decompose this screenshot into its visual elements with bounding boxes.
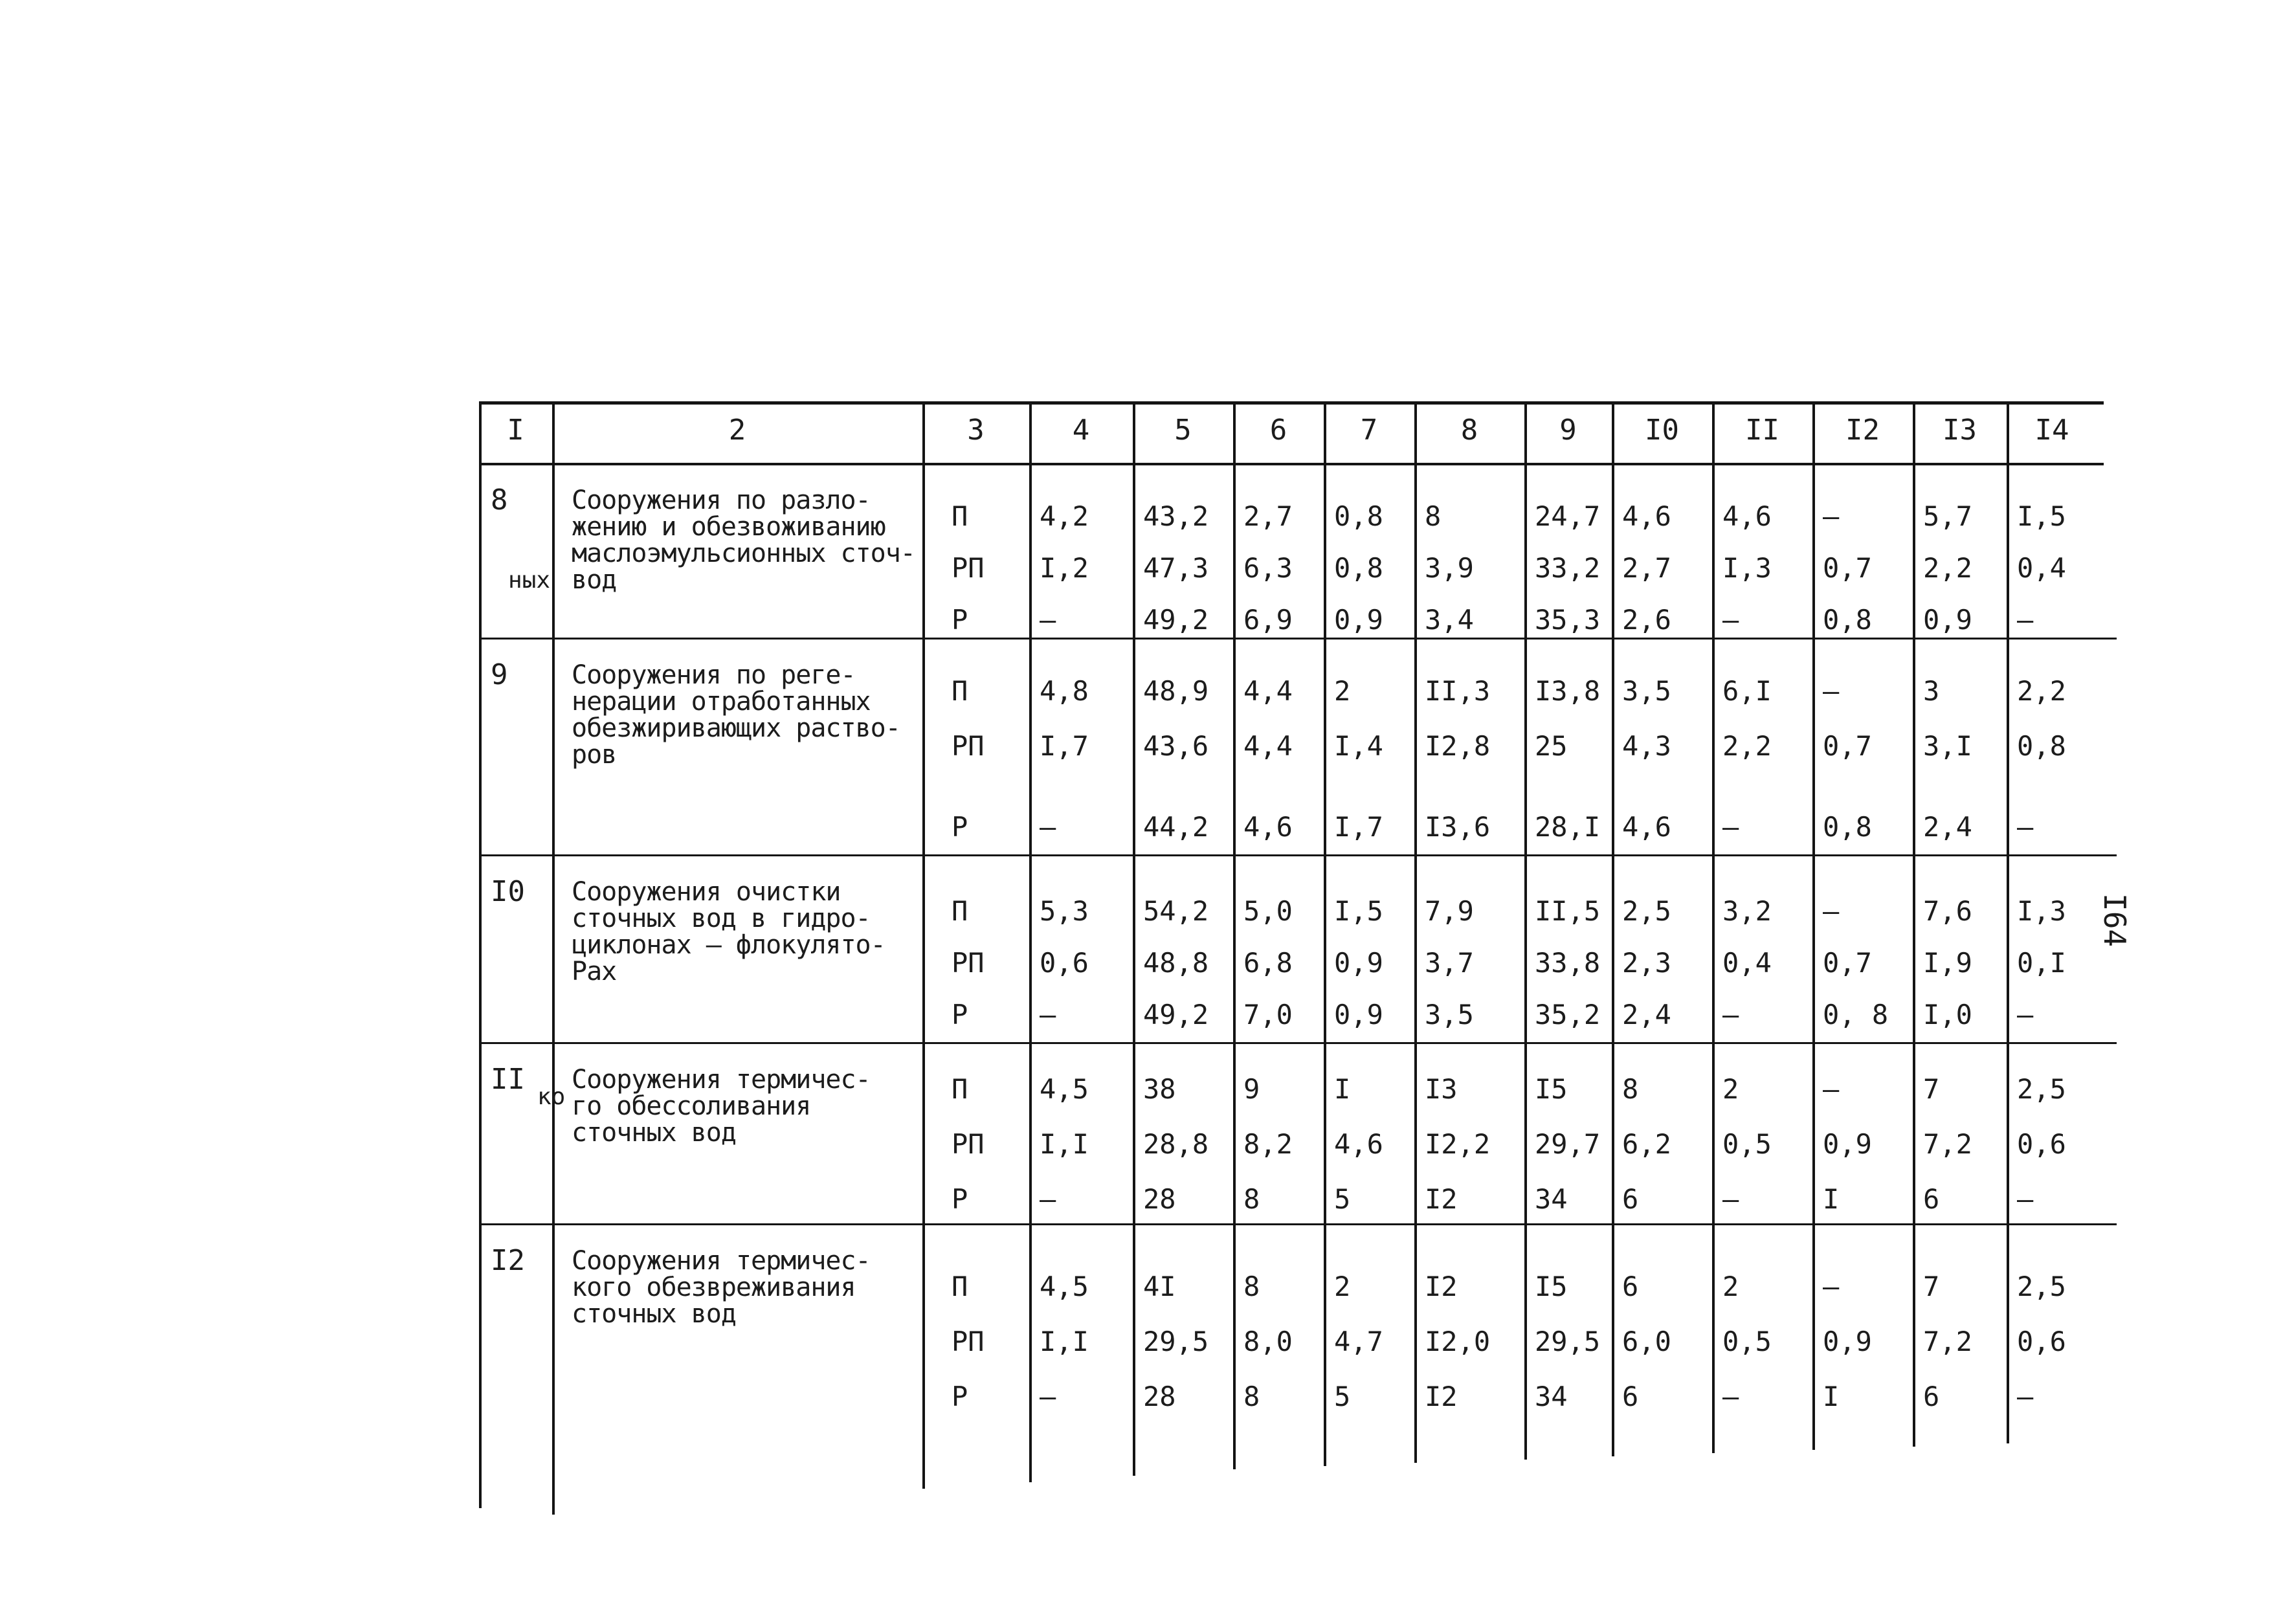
sub-row-label: П <box>952 1271 968 1302</box>
table-cell-value: 3 <box>1923 675 1940 707</box>
table-cell-value: – <box>1722 604 1739 636</box>
table-cell-value: 8 <box>1243 1381 1260 1412</box>
column-rule <box>922 401 925 1489</box>
table-cell-value: 0,8 <box>1334 552 1383 584</box>
table-cell-value: 6,I <box>1722 675 1772 707</box>
table-cell-value: 2,2 <box>2017 675 2066 707</box>
table-cell-value: I2,0 <box>1425 1326 1491 1357</box>
table-cell-value: 33,8 <box>1535 947 1601 979</box>
table-cell-value: – <box>1823 1073 1840 1105</box>
table-cell-value: 29,7 <box>1535 1128 1601 1160</box>
table-cell-value: 54,2 <box>1143 895 1209 927</box>
table-cell-value: I,0 <box>1923 999 1972 1030</box>
table-cell-value: 6 <box>1923 1381 1940 1412</box>
table-cell-value: 2 <box>1334 1271 1351 1302</box>
column-header: I2 <box>1845 414 1880 447</box>
table-cell-value: 0,8 <box>1334 500 1383 532</box>
table-cell-value: 6 <box>1622 1183 1639 1215</box>
table-cell-value: 4,4 <box>1243 675 1293 707</box>
sub-row-label: РП <box>952 552 985 584</box>
column-rule <box>1524 401 1527 1460</box>
table-cell-value: 0,8 <box>1823 604 1872 636</box>
table-cell-value: 0, 8 <box>1823 999 1889 1030</box>
table-cell-value: 38 <box>1143 1073 1176 1105</box>
table-cell-value: – <box>1722 999 1739 1030</box>
table-cell-value: 3,9 <box>1425 552 1474 584</box>
table-cell-value: 6,3 <box>1243 552 1293 584</box>
row-description-line: Сооружения термичес- <box>572 1065 871 1095</box>
table-cell-value: 2,5 <box>2017 1271 2066 1302</box>
column-rule <box>479 401 482 1508</box>
table-cell-value: – <box>1823 1271 1840 1302</box>
table-cell-value: 7,2 <box>1923 1128 1972 1160</box>
table-cell-value: II,5 <box>1535 895 1601 927</box>
row-description-line: сточных вод <box>572 1118 736 1148</box>
table-cell-value: I5 <box>1535 1271 1568 1302</box>
table-cell-value: – <box>1722 811 1739 843</box>
table-cell-value: 7,6 <box>1923 895 1972 927</box>
row-separator-rule <box>479 1223 2117 1225</box>
column-header: II <box>1745 414 1779 447</box>
row-description-line: Сооружения очистки <box>572 877 841 907</box>
table-cell-value: 34 <box>1535 1381 1568 1412</box>
column-rule <box>2007 401 2009 1443</box>
header-bottom-rule <box>479 463 2104 465</box>
table-cell-value: 8 <box>1243 1271 1260 1302</box>
row-description-line: Сооружения по разло- <box>572 485 871 515</box>
table-cell-value: – <box>1823 895 1840 927</box>
table-cell-value: – <box>2017 1381 2034 1412</box>
sub-row-label: Р <box>952 999 968 1030</box>
table-cell-value: I,I <box>1040 1128 1089 1160</box>
sub-row-label: Р <box>952 1381 968 1412</box>
row-separator-rule <box>479 854 2117 856</box>
row-description-line: Рах <box>572 957 617 986</box>
sub-row-label: П <box>952 1073 968 1105</box>
table-cell-value: 2,2 <box>1722 730 1772 762</box>
table-cell-value: 0,7 <box>1823 552 1872 584</box>
row-description-line: жению и обезвоживанию <box>572 512 885 542</box>
table-cell-value: – <box>1722 1183 1739 1215</box>
table-cell-value: 3,2 <box>1722 895 1772 927</box>
row-description-line: нерации отработанных <box>572 687 871 717</box>
table-cell-value: 0,9 <box>1823 1326 1872 1357</box>
row-margin-fragment: ко <box>537 1084 566 1110</box>
table-cell-value: 0,9 <box>1334 999 1383 1030</box>
sub-row-label: РП <box>952 1128 985 1160</box>
table-cell-value: 3,I <box>1923 730 1972 762</box>
table-cell-value: II,3 <box>1425 675 1491 707</box>
table-cell-value: I <box>1823 1381 1840 1412</box>
table-cell-value: 0,9 <box>1334 604 1383 636</box>
column-rule <box>1414 401 1417 1463</box>
sub-row-label: П <box>952 500 968 532</box>
table-cell-value: 28,8 <box>1143 1128 1209 1160</box>
column-rule <box>1029 401 1032 1482</box>
table-cell-value: 8 <box>1622 1073 1639 1105</box>
column-header: 4 <box>1072 414 1090 447</box>
row-description-line: вод <box>572 565 617 595</box>
table-cell-value: 8,2 <box>1243 1128 1293 1160</box>
table-cell-value: 5 <box>1334 1381 1351 1412</box>
column-rule <box>1812 401 1815 1450</box>
table-cell-value: 3,7 <box>1425 947 1474 979</box>
table-cell-value: 7 <box>1923 1271 1940 1302</box>
table-cell-value: – <box>1823 675 1840 707</box>
table-cell-value: I3 <box>1425 1073 1458 1105</box>
table-cell-value: 3,4 <box>1425 604 1474 636</box>
column-header: 9 <box>1559 414 1577 447</box>
table-cell-value: 2 <box>1722 1271 1739 1302</box>
table-cell-value: 43,2 <box>1143 500 1209 532</box>
column-header: I4 <box>2034 414 2069 447</box>
table-cell-value: 0,4 <box>1722 947 1772 979</box>
row-description-line: обезжиривающих раство- <box>572 713 900 743</box>
table-cell-value: I2,8 <box>1425 730 1491 762</box>
table-cell-value: – <box>1040 1183 1056 1215</box>
table-cell-value: – <box>1040 1381 1056 1412</box>
table-cell-value: 5,3 <box>1040 895 1089 927</box>
table-cell-value: 4,6 <box>1243 811 1293 843</box>
sub-row-label: РП <box>952 730 985 762</box>
table-cell-value: 4,2 <box>1040 500 1089 532</box>
table-cell-value: 0,9 <box>1923 604 1972 636</box>
table-cell-value: 4,5 <box>1040 1073 1089 1105</box>
table-cell-value: I3,6 <box>1425 811 1491 843</box>
table-cell-value: 5 <box>1334 1183 1351 1215</box>
table-cell-value: I,4 <box>1334 730 1383 762</box>
table-cell-value: 6 <box>1923 1183 1940 1215</box>
table-cell-value: 0,8 <box>1823 811 1872 843</box>
table-cell-value: 0,5 <box>1722 1128 1772 1160</box>
table-cell-value: 48,8 <box>1143 947 1209 979</box>
table-cell-value: 0,6 <box>2017 1326 2066 1357</box>
table-top-rule <box>479 401 2104 405</box>
table-cell-value: 7,0 <box>1243 999 1293 1030</box>
column-rule <box>1612 401 1614 1456</box>
table-cell-value: I2 <box>1425 1381 1458 1412</box>
table-cell-value: 28,I <box>1535 811 1601 843</box>
table-cell-value: I3,8 <box>1535 675 1601 707</box>
table-cell-value: 0,7 <box>1823 730 1872 762</box>
table-cell-value: 7,2 <box>1923 1326 1972 1357</box>
table-cell-value: – <box>1722 1381 1739 1412</box>
row-separator-rule <box>479 1042 2117 1044</box>
table-cell-value: 4,3 <box>1622 730 1671 762</box>
table-cell-value: I <box>1334 1073 1351 1105</box>
table-cell-value: 6,0 <box>1622 1326 1671 1357</box>
table-cell-value: I2,2 <box>1425 1128 1491 1160</box>
column-header: 2 <box>728 414 746 447</box>
table-cell-value: 4,7 <box>1334 1326 1383 1357</box>
table-cell-value: 2,4 <box>1923 811 1972 843</box>
table-cell-value: 7 <box>1923 1073 1940 1105</box>
table-cell-value: 6,9 <box>1243 604 1293 636</box>
table-cell-value: 0,9 <box>1823 1128 1872 1160</box>
table-cell-value: 44,2 <box>1143 811 1209 843</box>
column-header: 5 <box>1174 414 1192 447</box>
row-number: I0 <box>491 875 525 908</box>
row-number: 9 <box>491 658 508 691</box>
table-cell-value: 49,2 <box>1143 604 1209 636</box>
column-header: 3 <box>967 414 985 447</box>
table-cell-value: I,2 <box>1040 552 1089 584</box>
row-number: 8 <box>491 484 508 517</box>
table-cell-value: 6 <box>1622 1381 1639 1412</box>
column-rule <box>1233 401 1236 1469</box>
table-cell-value: I2 <box>1425 1183 1458 1215</box>
table-cell-value: I,5 <box>1334 895 1383 927</box>
table-cell-value: I2 <box>1425 1271 1458 1302</box>
column-rule <box>1324 401 1326 1466</box>
table-cell-value: 25 <box>1535 730 1568 762</box>
row-description-line: сточных вод <box>572 1299 736 1329</box>
table-cell-value: 2 <box>1722 1073 1739 1105</box>
column-header: I3 <box>1943 414 1977 447</box>
table-cell-value: 24,7 <box>1535 500 1601 532</box>
table-cell-value: 8 <box>1243 1183 1260 1215</box>
table-cell-value: 0,6 <box>2017 1128 2066 1160</box>
row-number: II <box>491 1063 525 1096</box>
row-description-line: маслоэмульсионных сточ- <box>572 539 915 568</box>
table-cell-value: I,7 <box>1040 730 1089 762</box>
table-cell-value: 0,6 <box>1040 947 1089 979</box>
table-cell-value: 7,9 <box>1425 895 1474 927</box>
table-cell-value: 2 <box>1334 675 1351 707</box>
table-cell-value: 2,5 <box>2017 1073 2066 1105</box>
table-cell-value: – <box>2017 1183 2034 1215</box>
table-cell-value: 4,6 <box>1622 500 1671 532</box>
table-cell-value: I,3 <box>2017 895 2066 927</box>
table-cell-value: 3,5 <box>1622 675 1671 707</box>
table-cell-value: 0,7 <box>1823 947 1872 979</box>
table-cell-value: – <box>1823 500 1840 532</box>
column-rule <box>1133 401 1135 1476</box>
table-cell-value: 0,8 <box>2017 730 2066 762</box>
sub-row-label: РП <box>952 947 985 979</box>
row-margin-fragment: ных <box>508 567 551 594</box>
table-cell-value: 2,7 <box>1243 500 1293 532</box>
table-cell-value: I,3 <box>1722 552 1772 584</box>
table-cell-value: 2,4 <box>1622 999 1671 1030</box>
table-cell-value: 0,9 <box>1334 947 1383 979</box>
table-cell-value: 34 <box>1535 1183 1568 1215</box>
table-cell-value: I <box>1823 1183 1840 1215</box>
table-cell-value: 33,2 <box>1535 552 1601 584</box>
table-cell-value: – <box>2017 999 2034 1030</box>
table-cell-value: 3,5 <box>1425 999 1474 1030</box>
table-cell-value: 2,5 <box>1622 895 1671 927</box>
table-cell-value: 4,6 <box>1722 500 1772 532</box>
table-cell-value: 4,6 <box>1622 811 1671 843</box>
table-cell-value: 2,6 <box>1622 604 1671 636</box>
row-number: I2 <box>491 1244 525 1277</box>
table-cell-value: 6 <box>1622 1271 1639 1302</box>
table-cell-value: 8,0 <box>1243 1326 1293 1357</box>
page-number: I64 <box>2097 893 2132 948</box>
table-cell-value: 0,I <box>2017 947 2066 979</box>
table-cell-value: – <box>2017 604 2034 636</box>
table-cell-value: 2,3 <box>1622 947 1671 979</box>
column-header: 6 <box>1269 414 1287 447</box>
row-description-line: кого обезвреживания <box>572 1273 856 1302</box>
table-cell-value: 28 <box>1143 1183 1176 1215</box>
sub-row-label: Р <box>952 604 968 636</box>
column-header: 7 <box>1360 414 1378 447</box>
table-cell-value: 4,8 <box>1040 675 1089 707</box>
table-cell-value: 35,3 <box>1535 604 1601 636</box>
table-cell-value: 0,5 <box>1722 1326 1772 1357</box>
table-cell-value: 47,3 <box>1143 552 1209 584</box>
table-cell-value: 4,4 <box>1243 730 1293 762</box>
column-header: I <box>507 414 524 447</box>
table-cell-value: – <box>2017 811 2034 843</box>
row-separator-rule <box>479 638 2117 640</box>
row-description-line: ров <box>572 740 617 770</box>
table-cell-value: – <box>1040 604 1056 636</box>
table-cell-value: 2,2 <box>1923 552 1972 584</box>
column-rule <box>1913 401 1915 1447</box>
row-description-line: циклонах – флокулято- <box>572 930 885 960</box>
table-cell-value: 4,5 <box>1040 1271 1089 1302</box>
table-cell-value: 8 <box>1425 500 1442 532</box>
table-cell-value: 48,9 <box>1143 675 1209 707</box>
sub-row-label: Р <box>952 1183 968 1215</box>
column-rule <box>552 401 555 1515</box>
sub-row-label: Р <box>952 811 968 843</box>
table-cell-value: 6,2 <box>1622 1128 1671 1160</box>
sub-row-label: П <box>952 895 968 927</box>
column-rule <box>1712 401 1715 1453</box>
table-cell-value: I5 <box>1535 1073 1568 1105</box>
row-description-line: го обессоливания <box>572 1091 811 1121</box>
table-cell-value: 2,7 <box>1622 552 1671 584</box>
column-header: 8 <box>1460 414 1478 447</box>
row-description-line: Сооружения термичес- <box>572 1246 871 1276</box>
table-cell-value: I,9 <box>1923 947 1972 979</box>
table-cell-value: 4I <box>1143 1271 1176 1302</box>
table-cell-value: 6,8 <box>1243 947 1293 979</box>
table-cell-value: 43,6 <box>1143 730 1209 762</box>
row-description-line: Сооружения по реге- <box>572 660 856 690</box>
table-cell-value: 5,7 <box>1923 500 1972 532</box>
table-cell-value: 28 <box>1143 1381 1176 1412</box>
table-cell-value: – <box>1040 811 1056 843</box>
table-cell-value: I,I <box>1040 1326 1089 1357</box>
column-header: I0 <box>1645 414 1679 447</box>
table-cell-value: 4,6 <box>1334 1128 1383 1160</box>
row-description-line: сточных вод в гидро- <box>572 904 871 933</box>
table-cell-value: 5,0 <box>1243 895 1293 927</box>
table-cell-value: 49,2 <box>1143 999 1209 1030</box>
sub-row-label: РП <box>952 1326 985 1357</box>
table-cell-value: – <box>1040 999 1056 1030</box>
table-cell-value: I,5 <box>2017 500 2066 532</box>
table-cell-value: 35,2 <box>1535 999 1601 1030</box>
sub-row-label: П <box>952 675 968 707</box>
table-cell-value: 29,5 <box>1535 1326 1601 1357</box>
table-cell-value: I,7 <box>1334 811 1383 843</box>
table-cell-value: 29,5 <box>1143 1326 1209 1357</box>
table-cell-value: 0,4 <box>2017 552 2066 584</box>
table-cell-value: 9 <box>1243 1073 1260 1105</box>
